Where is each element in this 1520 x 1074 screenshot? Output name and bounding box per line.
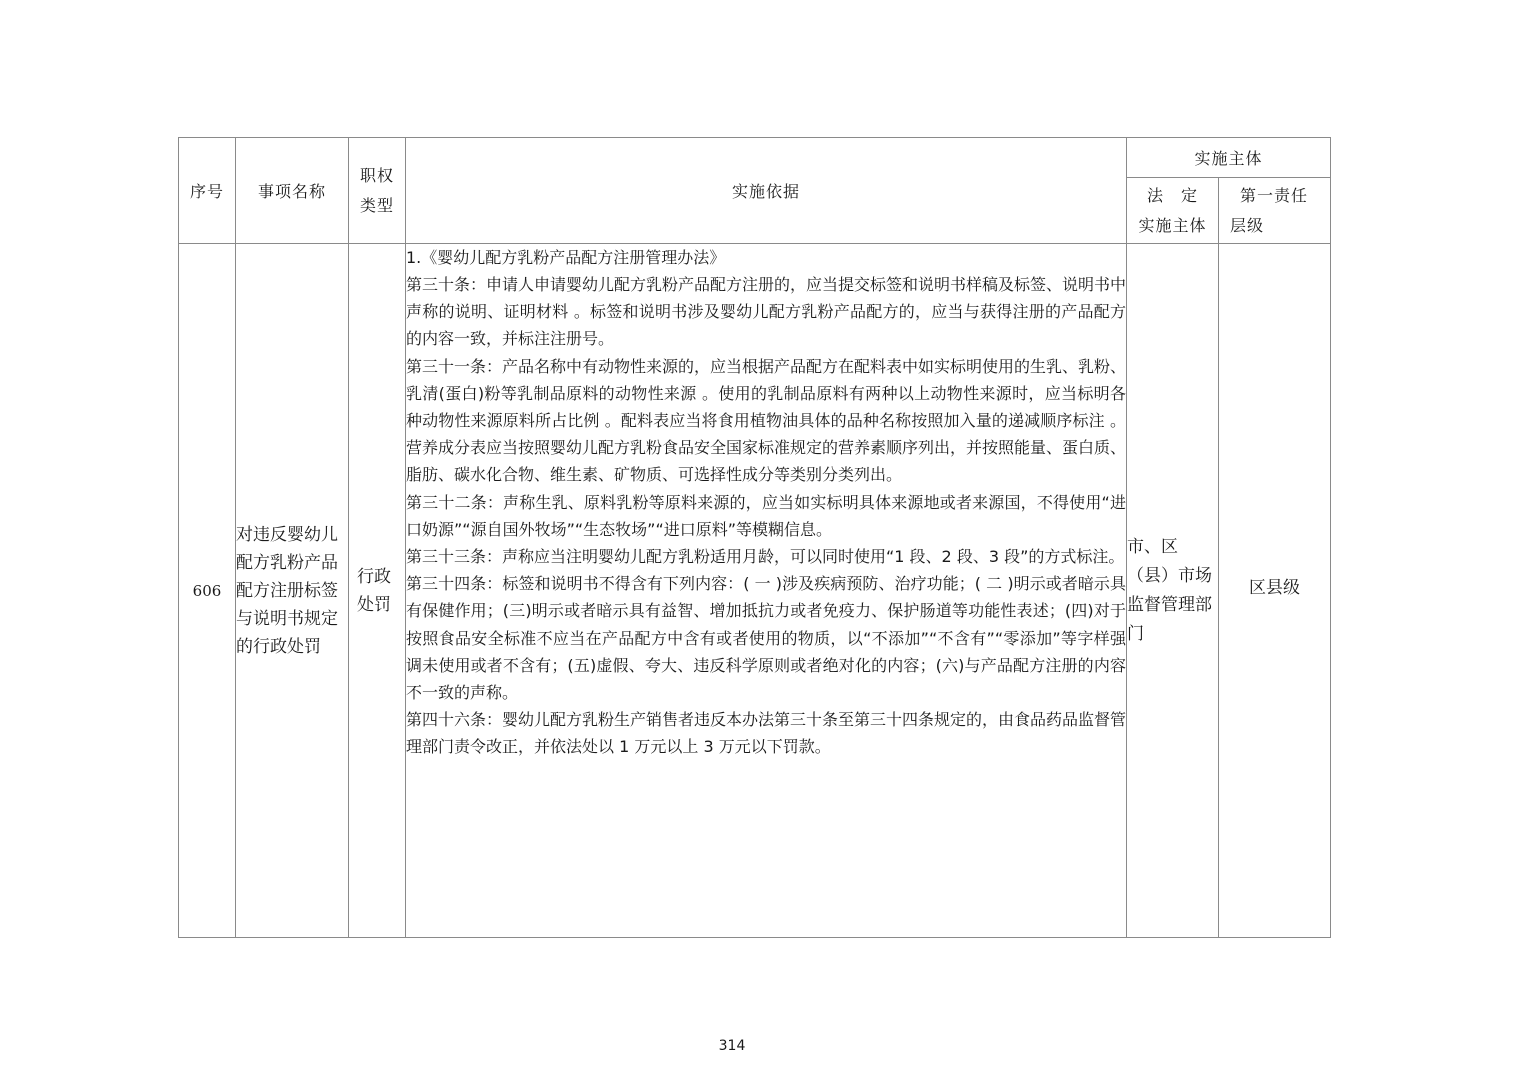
row-basis <box>406 244 1127 938</box>
basis-article-34: 第三十四条：标签和说明书不得含有下列内容：( 一 )涉及疾病预防、治疗功能；( 二 )明示或者暗示具有保健作用；(三)明示或者暗示具有益智、增加抵抗力或者免疫力、保护肠道等功能性表述；(四)对于按照食品安全标准不应当在产品配方中含有或者使用的物质，以“不添加”“不含有”“零添加”等字样强调未使用或者不含有；(五)虚假、夸大、违反科学原则或者绝对化的内容；(六)与产品配方注册的内容不一致的声称。 <box>406 574 1126 703</box>
row-seq: 606 <box>179 244 236 938</box>
header-level <box>1219 178 1331 244</box>
basis-article-46: 第四十六条：婴幼儿配方乳粉生产销售者违反本办法第三十条至第三十四条规定的，由食品药品监督管理部门责令改正，并依法处以 1 万元以上 3 万元以下罚款。 <box>406 710 1127 757</box>
header-level-line1: 第一责任 <box>1240 185 1309 205</box>
basis-article-31: 第三十一条：产品名称中有动物性来源的，应当根据产品配方在配料表中如实标明使用的生乳、乳粉、乳清(蛋白)粉等乳制品原料的动物性来源 。使用的乳制品原料有两种以上动物性来源时，应当标明各种动物性来源原料所占比例 。配料表应当将食用植物油具体的品种名称按照加入量的递减顺序标注 。营养成分表应当按照婴幼儿配方乳粉食品安全国家标准规定的营养素顺序列出，并按照能量、蛋白质、脂肪、碳水化合物、维生素、矿物质、可选择性成分等类别分类列出。 <box>406 356 1127 485</box>
basis-article-30: 第三十条：申请人申请婴幼儿配方乳粉产品配方注册的，应当提交标签和说明书样稿及标签、说明书中声称的说明、证明材料 。标签和说明书涉及婴幼儿配方乳粉产品配方的，应当与获得注册的产品配方的内容一致，并标注注册号。 <box>406 275 1127 349</box>
header-type-line2: 类型 <box>359 195 394 215</box>
header-type <box>349 138 406 244</box>
header-entity-group: 实施主体 <box>1127 138 1331 178</box>
basis-article-33: 第三十三条：声称应当注明婴幼儿配方乳粉适用月龄，可以同时使用“1 段、2 段、3 段”的方式标注。 <box>406 547 1125 567</box>
row-power-type-text: 行政处罚 <box>357 566 391 615</box>
header-legal-entity <box>1127 178 1219 244</box>
row-responsibility-level: 区县级 <box>1219 244 1331 938</box>
row-power-type <box>349 244 406 938</box>
page-number: 314 <box>718 1038 746 1054</box>
table-row <box>179 244 1331 938</box>
basis-title: 1.《婴幼儿配方乳粉产品配方注册管理办法》 <box>406 248 726 267</box>
header-level-line2: 层级 <box>1230 215 1265 235</box>
header-legal-line2: 实施主体 <box>1138 215 1207 235</box>
enforcement-table <box>178 137 1331 938</box>
header-basis: 实施依据 <box>406 138 1127 244</box>
header-type-line1: 职权 <box>359 165 394 185</box>
row-legal-entity: 市、区（县）市场监督管理部门 <box>1127 244 1219 938</box>
header-name: 事项名称 <box>236 138 349 244</box>
row-item-name: 对违反婴幼儿配方乳粉产品配方注册标签与说明书规定的行政处罚 <box>236 244 349 938</box>
header-seq: 序号 <box>179 138 236 244</box>
basis-article-32: 第三十二条：声称生乳、原料乳粉等原料来源的，应当如实标明具体来源地或者来源国，不得使用“进口奶源”“源自国外牧场”“生态牧场”“进口原料”等模糊信息。 <box>406 492 1126 539</box>
header-legal-line1: 法 定 <box>1146 185 1198 205</box>
